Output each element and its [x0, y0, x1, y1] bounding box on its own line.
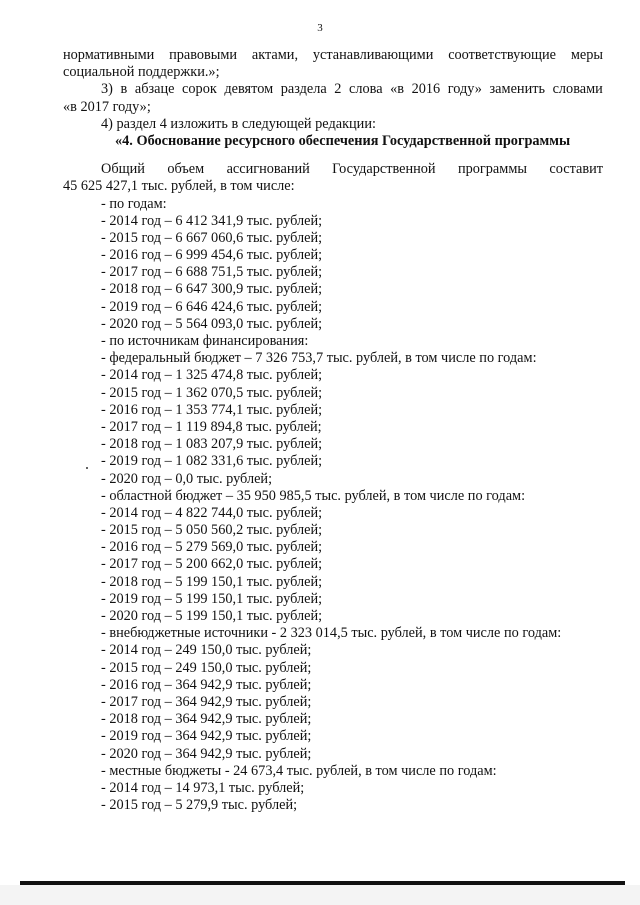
year-line: - 2016 год – 6 999 454,6 тыс. рублей; [101, 247, 323, 264]
item-4: 4) раздел 4 изложить в следующей редакции: [101, 115, 376, 132]
paragraph-word: программы [457, 161, 527, 178]
local-budgets-label: - местные бюджеты - 24 673,4 тыс. рублей, в том числе по годам: [101, 762, 497, 779]
item-3-line-1 [63, 81, 603, 98]
paragraph-word: составит [549, 161, 603, 178]
year-line: - 2018 год – 6 647 300,9 тыс. рублей; [101, 281, 323, 298]
item-3-word: абзаце [134, 81, 175, 98]
year-line: - 2020 год – 5 564 093,0 тыс. рублей; [101, 315, 323, 332]
federal-year-line: - 2015 год – 1 362 070,5 тыс. рублей; [101, 384, 323, 401]
item-3-word: году» [447, 81, 482, 98]
intro-line-1 [63, 47, 603, 64]
federal-year-line: - 2017 год – 1 119 894,8 тыс. рублей; [101, 418, 322, 435]
year-line: - 2017 год – 6 688 751,5 тыс. рублей; [101, 264, 323, 281]
extrabudgetary-year-line: - 2019 год – 364 942,9 тыс. рублей; [101, 728, 312, 745]
item-3-word: заменить [489, 81, 545, 98]
intro-word: актами, [251, 47, 299, 63]
year-line: - 2014 год – 6 412 341,9 тыс. рублей; [101, 212, 323, 229]
item-3-word: девятом [224, 81, 274, 98]
intro-word: меры [570, 47, 603, 63]
extrabudgetary-year-line: - 2015 год – 249 150,0 тыс. рублей; [101, 659, 312, 676]
intro-word: правовыми [169, 47, 238, 63]
intro-word: соответствующие [448, 47, 557, 63]
regional-year-line: - 2019 год – 5 199 150,1 тыс. рублей; [101, 590, 323, 607]
item-3-word: раздела [280, 81, 327, 98]
paragraph-word: Общий [101, 161, 145, 178]
year-line: - 2015 год – 6 667 060,6 тыс. рублей; [101, 229, 323, 246]
item-3-word: 2 [334, 81, 342, 98]
federal-year-line: - 2016 год – 1 353 774,1 тыс. рублей; [101, 401, 323, 418]
federal-year-line: - 2018 год – 1 083 207,9 тыс. рублей; [101, 436, 323, 453]
paragraph-word: ассигнований [226, 161, 310, 178]
intro-word: нормативными [63, 47, 155, 63]
regional-budget-label: - областной бюджет – 35 950 985,5 тыс. рублей, в том числе по годам: [101, 487, 526, 504]
document-body [63, 47, 603, 814]
paragraph-gap [63, 150, 603, 161]
extrabudgetary-year-line: - 2020 год – 364 942,9 тыс. рублей; [101, 745, 312, 762]
regional-year-line: - 2015 год – 5 050 560,2 тыс. рублей; [101, 522, 323, 539]
paragraph-word: Государственной [332, 161, 436, 178]
extrabudgetary-year-line: - 2016 год – 364 942,9 тыс. рублей; [101, 676, 312, 693]
local-year-line: - 2015 год – 5 279,9 тыс. рублей; [101, 797, 298, 814]
item-3-word: словами [552, 81, 603, 98]
item-3-word: «в [390, 81, 405, 98]
regional-year-line: - 2020 год – 5 199 150,1 тыс. рублей; [101, 608, 323, 624]
item-3-word: 2016 [411, 81, 441, 98]
paragraph-word: объем [167, 161, 205, 178]
by-sources-label: - по источникам финансирования: [101, 333, 309, 349]
regional-year-line: - 2018 год – 5 199 150,1 тыс. рублей; [101, 573, 323, 590]
paragraph-line-1 [63, 161, 603, 178]
item-3-line-2: «в 2017 году»; [63, 98, 151, 115]
federal-year-line: - 2014 год – 1 325 474,8 тыс. рублей; [101, 367, 323, 384]
page-number: 3 [317, 22, 323, 34]
regional-year-line: - 2014 год – 4 822 744,0 тыс. рублей; [101, 504, 323, 521]
by-years-label: - по годам: [101, 195, 167, 212]
section-heading: «4. Обоснование ресурсного обеспечения Государственной программы [115, 132, 571, 149]
extrabudgetary-year-line: - 2017 год – 364 942,9 тыс. рублей; [101, 693, 312, 710]
bottom-margin [0, 885, 640, 905]
extrabudgetary-year-line: - 2014 год – 249 150,0 тыс. рублей; [101, 642, 312, 659]
item-3-word: в [120, 81, 128, 98]
regional-year-line: - 2016 год – 5 279 569,0 тыс. рублей; [101, 539, 323, 556]
federal-budget-label: - федеральный бюджет – 7 326 753,7 тыс. рублей, в том числе по годам: [101, 350, 537, 367]
extrabudgetary-year-line: - 2018 год – 364 942,9 тыс. рублей; [101, 711, 312, 728]
extrabudgetary-label: - внебюджетные источники - 2 323 014,5 тыс. рублей, в том числе по годам: [101, 625, 562, 642]
federal-year-line: - 2019 год – 1 082 331,6 тыс. рублей; [101, 453, 323, 470]
regional-year-line: - 2017 год – 5 200 662,0 тыс. рублей; [101, 556, 323, 573]
local-year-line: - 2014 год – 14 973,1 тыс. рублей; [101, 779, 305, 796]
item-3-word: слова [349, 81, 383, 98]
intro-line-2: социальной поддержки.»; [63, 64, 220, 81]
federal-year-line: - 2020 год – 0,0 тыс. рублей; [101, 470, 273, 487]
item-3-word: 3) [101, 81, 113, 98]
intro-word: устанавливающими [312, 47, 434, 63]
paragraph-line-2: 45 625 427,1 тыс. рублей, в том числе: [63, 178, 295, 195]
item-3-word: сорок [182, 81, 217, 98]
scan-speck [86, 467, 88, 469]
year-line: - 2019 год – 6 646 424,6 тыс. рублей; [101, 298, 323, 315]
